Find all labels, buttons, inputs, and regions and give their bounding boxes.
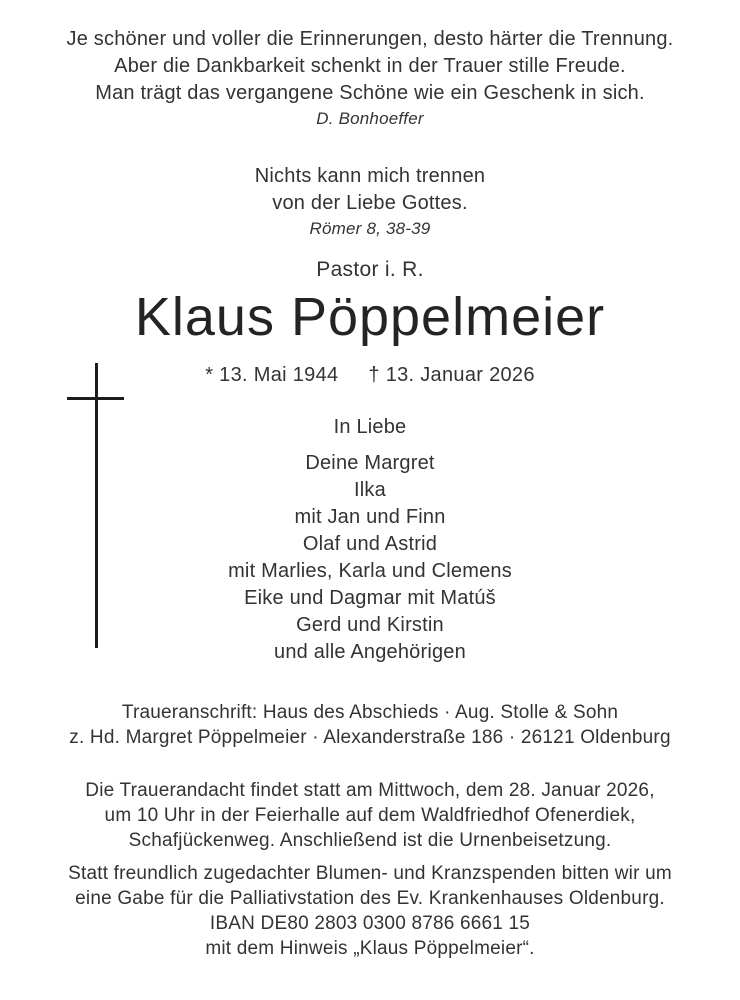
donation-line: IBAN DE80 2803 0300 8786 6661 15 [209,913,531,934]
scripture-line: Nichts kann mich trennen [254,165,486,187]
service-line: Schafjückenweg. Anschließend ist die Urnenbeisetzung. [128,830,612,851]
mourner-line: Gerd und Kirstin [296,614,444,636]
mourner-line: Ilka [354,479,386,501]
scripture-line: von der Liebe Gottes. [272,192,468,214]
epigraph-attribution: D. Bonhoeffer [316,109,424,128]
mourner-line: Olaf und Astrid [302,533,438,555]
life-dates [0,364,740,387]
mourner-line: und alle Angehörigen [274,641,466,663]
donation-line: Statt freundlich zugedachter Blumen- und Kranzspenden bitten wir um [68,863,672,884]
donation-line: eine Gabe für die Palliativstation des Ev. Krankenhauses Oldenburg. [75,888,665,909]
donation-request [0,861,740,961]
epigraph-line: Je schöner und voller die Erinnerungen, desto härter die Trennung. [66,28,674,50]
address-line: z. Hd. Margret Pöppelmeier · Alexanderstraße 186 · 26121 Oldenburg [69,727,671,748]
epigraph-line: Man trägt das vergangene Schöne wie ein Geschenk in sich. [95,82,645,104]
farewell-salutation: In Liebe [333,416,407,438]
mourner-line: Deine Margret [305,452,435,474]
address-line: Traueranschrift: Haus des Abschieds · Aug. Stolle & Sohn [121,702,619,723]
mourner-line: mit Marlies, Karla und Clemens [228,560,512,582]
service-line: um 10 Uhr in der Feierhalle auf dem Waldfriedhof Ofenerdiek, [104,805,636,826]
mourners-list [0,450,740,666]
epigraph-line: Aber die Dankbarkeit schenkt in der Trauer stille Freude. [114,55,626,77]
scripture-verse [0,163,740,240]
mourning-address [0,700,740,750]
service-details [0,778,740,853]
birth-date: * 13. Mai 1944 [205,364,339,386]
service-line: Die Trauerandacht findet statt am Mittwoch, dem 28. Januar 2026, [85,780,655,801]
mourner-line: Eike und Dagmar mit Matúš [244,587,496,609]
cross-horizontal-bar [67,397,124,400]
deceased-name: Klaus Pöppelmeier [134,287,606,347]
death-date: † 13. Januar 2026 [368,364,535,386]
deceased-title: Pastor i. R. [316,258,424,281]
scripture-reference: Römer 8, 38-39 [309,219,431,238]
donation-line: mit dem Hinweis „Klaus Pöppelmeier“. [205,938,535,959]
epigraph [0,26,740,130]
mourner-line: mit Jan und Finn [294,506,446,528]
